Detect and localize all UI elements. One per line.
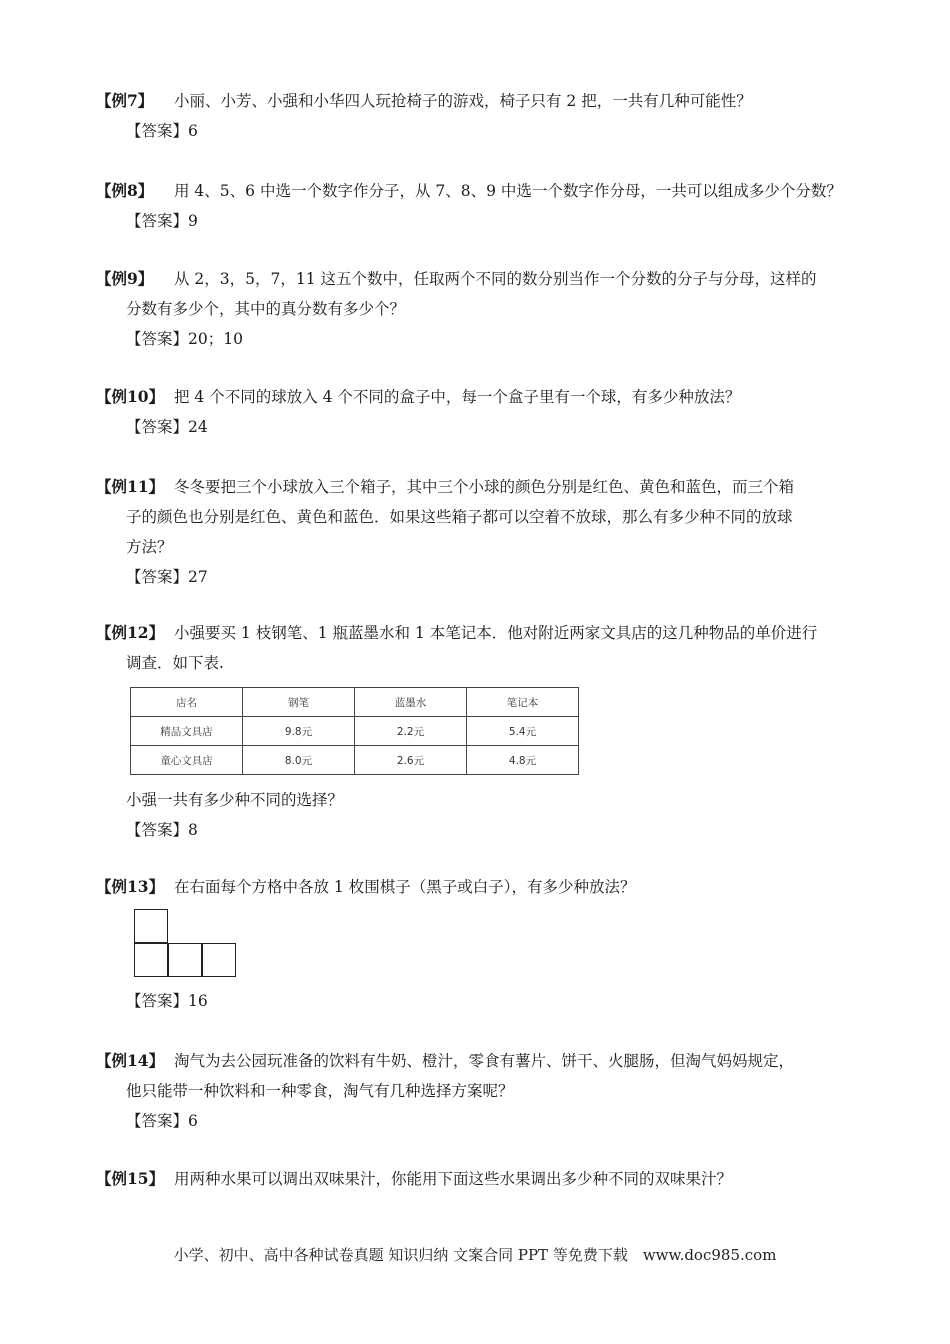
problem-text: 从 2，3，5，7，11 这五个数中，任取两个不同的数分别当作一个分数的分子与分母，这样的 (174, 270, 817, 288)
problem-tag: 【例7】 (96, 91, 154, 110)
problem-text: 用 4、5、6 中选一个数字作分子，从 7、8、9 中选一个数字作分母，一共可以组成多少个分数？ (174, 182, 842, 200)
problem-10 (96, 382, 866, 442)
problem-9 (96, 264, 866, 354)
table-cell: 4.8元 (467, 746, 579, 775)
problem-tag: 【例13】 (96, 877, 165, 896)
table-cell: 2.2元 (355, 717, 467, 746)
problem-text: 调查．如下表. (126, 654, 224, 672)
problem-14 (96, 1046, 866, 1136)
problem-tag: 【例11】 (96, 477, 165, 496)
table-cell: 童心文具店 (131, 746, 243, 775)
price-table (130, 687, 579, 775)
answer: 【答案】20；10 (126, 330, 243, 348)
table-header-cell: 蓝墨水 (355, 688, 467, 717)
problem-11 (96, 472, 866, 592)
problem-12 (96, 618, 866, 678)
grid-square (202, 943, 236, 977)
problem-tag: 【例10】 (96, 387, 165, 406)
problem-tag: 【例8】 (96, 181, 154, 200)
problem-7 (96, 86, 866, 146)
table-header-cell: 笔记本 (467, 688, 579, 717)
table-cell: 5.4元 (467, 717, 579, 746)
table-header-cell: 钢笔 (243, 688, 355, 717)
problem-text: 淘气为去公园玩准备的饮料有牛奶、橙汁，零食有薯片、饼干、火腿肠，但淘气妈妈规定， (174, 1052, 795, 1070)
answer: 【答案】16 (126, 992, 208, 1010)
problem-8 (96, 176, 866, 236)
grid-square (134, 909, 168, 943)
table-header-row (131, 688, 579, 717)
problem-tag: 【例14】 (96, 1051, 165, 1070)
answer: 【答案】6 (126, 1112, 198, 1130)
problem-13 (96, 872, 866, 902)
table-cell: 9.8元 (243, 717, 355, 746)
table-cell: 8.0元 (243, 746, 355, 775)
table-row (131, 717, 579, 746)
problem-text: 子的颜色也分别是红色、黄色和蓝色．如果这些箱子都可以空着不放球，那么有多少种不同的放球 (126, 508, 793, 526)
answer: 【答案】9 (126, 212, 198, 230)
answer: 【答案】8 (126, 821, 198, 839)
problem-tag: 【例9】 (96, 269, 154, 288)
problem-tag: 【例12】 (96, 623, 165, 642)
problem-text: 方法？ (126, 538, 173, 556)
problem-text: 在右面每个方格中各放 1 枚围棋子（黑子或白子），有多少种放法？ (174, 878, 636, 896)
problem-text: 小强要买 1 枝钢笔、1 瓶蓝墨水和 1 本笔记本．他对附近两家文具店的这几种物品的单价进行 (174, 624, 818, 642)
table-cell: 精品文具店 (131, 717, 243, 746)
problem-text: 把 4 个不同的球放入 4 个不同的盒子中，每一个盒子里有一个球，有多少种放法？ (174, 388, 741, 406)
page-footer: 小学、初中、高中各种试卷真题 知识归纳 文案合同 PPT 等免费下载 www.doc985.com (173, 1246, 777, 1264)
answer: 【答案】24 (126, 418, 208, 436)
problem-text: 冬冬要把三个小球放入三个箱子，其中三个小球的颜色分别是红色、黄色和蓝色，而三个箱 (174, 478, 795, 496)
table-cell: 2.6元 (355, 746, 467, 775)
problem-tag: 【例15】 (96, 1169, 165, 1188)
problem-12-continued (96, 785, 866, 845)
problem-text: 小强一共有多少种不同的选择？ (126, 791, 344, 809)
problem-text: 用两种水果可以调出双味果汁，你能用下面这些水果调出多少种不同的双味果汁？ (174, 1170, 733, 1188)
problem-15 (96, 1164, 866, 1194)
problem-text: 他只能带一种饮料和一种零食，淘气有几种选择方案呢？ (126, 1082, 514, 1100)
grid-square (168, 943, 202, 977)
table-header-cell: 店名 (131, 688, 243, 717)
problem-text: 分数有多少个，其中的真分数有多少个？ (126, 300, 406, 318)
answer: 【答案】27 (126, 568, 208, 586)
answer: 【答案】6 (126, 122, 198, 140)
problem-text: 小丽、小芳、小强和小华四人玩抢椅子的游戏，椅子只有 2 把，一共有几种可能性？ (174, 92, 752, 110)
table-row (131, 746, 579, 775)
problem-13-answer (96, 986, 866, 1016)
grid-square (134, 943, 168, 977)
